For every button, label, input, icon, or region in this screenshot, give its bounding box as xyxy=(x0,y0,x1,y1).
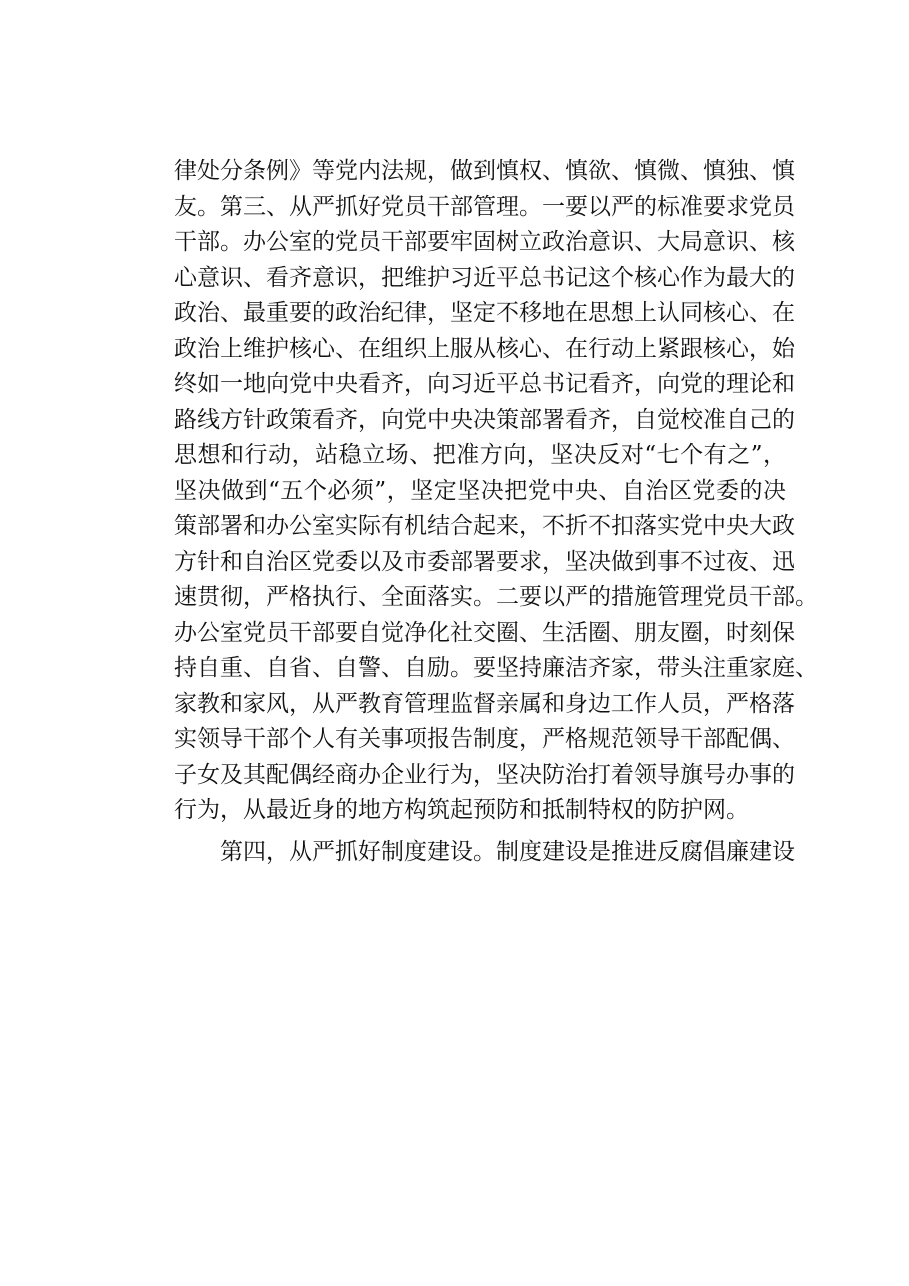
text-line: 终如一地向党中央看齐，向习近平总书记看齐，向党的理论和 xyxy=(174,371,795,397)
text-line: 律处分条例》等党内法规，做到慎权、慎欲、慎微、慎独、慎 xyxy=(174,158,795,184)
text-line: 政治上维护核心、在组织上服从核心、在行动上紧跟核心，始 xyxy=(174,335,795,362)
text-line: 心意识、看齐意识，把维护习近平总书记这个核心作为最大的 xyxy=(174,264,795,291)
text-line: 行为，从最近身的地方构筑起预防和抵制特权的防护网。 xyxy=(174,797,749,823)
text-line: 方针和自治区党委以及市委部署要求，坚决做到事不过夜、迅 xyxy=(174,548,795,575)
body-text xyxy=(174,154,818,870)
text-line: 办公室党员干部要自觉净化社交圈、生活圈、朋友圈，时刻保 xyxy=(174,619,795,646)
text-line: 策部署和办公室实际有机结合起来，不折不扣落实党中央大政 xyxy=(174,513,795,539)
text-line: 家教和家风，从严教育管理监督亲属和身边工作人员，严格落 xyxy=(174,690,795,717)
text-line: 持自重、自省、自警、自励。要坚持廉洁齐家，带头注重家庭、 xyxy=(174,655,818,681)
text-line: 友。第三、从严抓好党员干部管理。一要以严的标准要求党员 xyxy=(174,193,795,220)
text-line: 速贯彻，严格执行、全面落实。二要以严的措施管理党员干部。 xyxy=(174,584,818,610)
text-line: 干部。办公室的党员干部要牢固树立政治意识、大局意识、核 xyxy=(174,229,795,255)
text-line: 思想和行动，站稳立场、把准方向，坚决反对“七个有之”， xyxy=(174,442,786,468)
text-line: 政治、最重要的政治纪律，坚定不移地在思想上认同核心、在 xyxy=(174,300,795,326)
text-line: 路线方针政策看齐，向党中央决策部署看齐，自觉校准自己的 xyxy=(174,406,795,433)
text-line: 坚决做到“五个必须”，坚定坚决把党中央、自治区党委的决 xyxy=(174,477,786,504)
text-line: 实领导干部个人有关事项报告制度，严格规范领导干部配偶、 xyxy=(174,726,795,752)
text-line: 子女及其配偶经商办企业行为，坚决防治打着领导旗号办事的 xyxy=(174,761,795,788)
paragraph-start-line: 第四，从严抓好制度建设。制度建设是推进反腐倡廉建设 xyxy=(174,838,795,865)
